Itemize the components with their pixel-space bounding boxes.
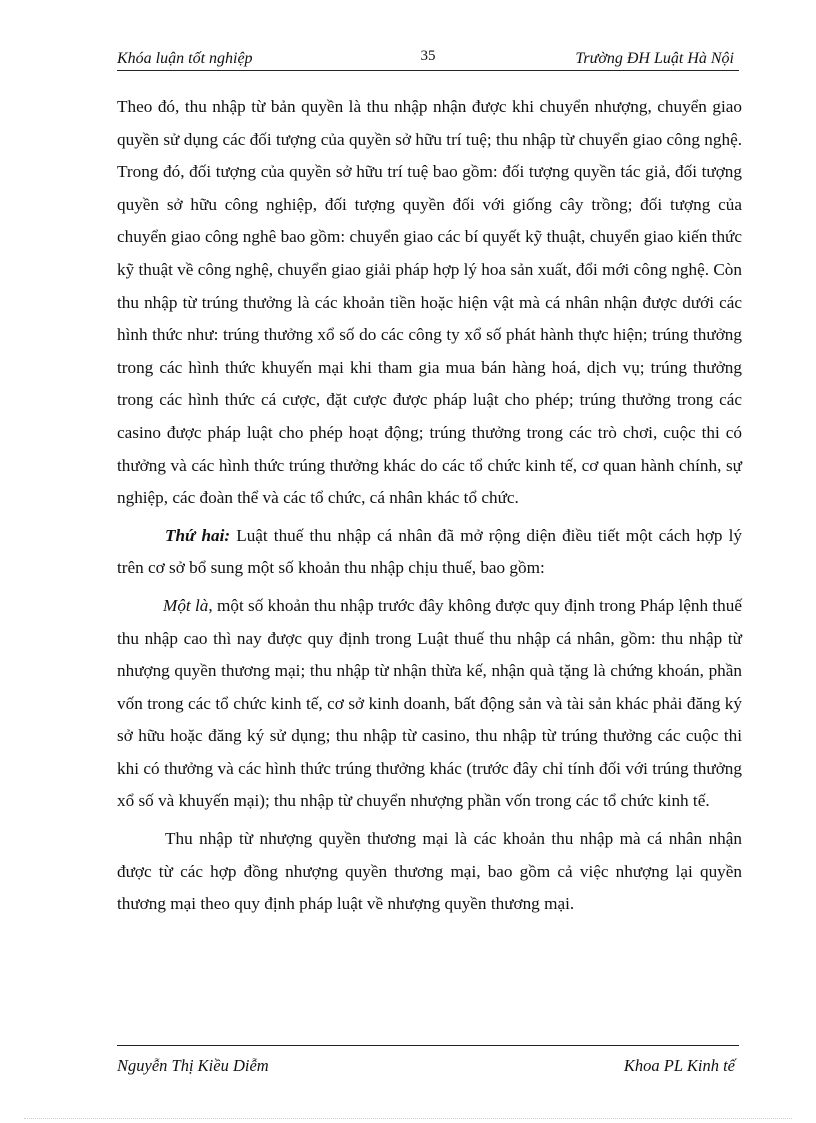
footer-faculty: Khoa PL Kinh tế <box>623 1056 735 1075</box>
second-point-text: Luật thuế thu nhập cá nhân đã mở rộng diện điều tiết một cách hợp lý trên cơ sở bổ sung một số khoản thu nhập chịu thuế, bao gồm: <box>117 525 742 578</box>
header-university: Trường ĐH Luật Hà Nội <box>575 50 734 67</box>
footer-author: Nguyễn Thị Kiều Diễm <box>117 1056 269 1075</box>
paragraph-second-point <box>117 520 742 585</box>
paragraph-first-item <box>117 590 742 818</box>
page-header <box>117 48 739 71</box>
page-bottom-divider <box>24 1118 792 1119</box>
second-point-lead: Thứ hai: <box>165 525 231 545</box>
header-thesis-label: Khóa luận tốt nghiệp <box>117 50 253 67</box>
first-item-text: , một số khoản thu nhập trước đây không được quy định trong Pháp lệnh thuế thu nhập cao thì nay được quy định trong Luật thuế thu nhập cá nhân, gồm: thu nhập từ nhượng quyền thương mại; thu nhập từ nhận thừa kế, nhận quà tặng là chứng khoán, phần vốn trong các tổ chức kinh tế, cơ sở kinh doanh, bất động sản và tài sản khác phải đăng ký sở hữu hoặc đăng ký sử dụng; thu nhập từ casino, thu nhập từ trúng thưởng các cuộc thi khi có thưởng và các hình thức trúng thưởng khác (trước đây chỉ tính đối với trúng thưởng xổ số và khuyến mại); thu nhập từ chuyển nhượng phần vốn trong các tổ chức kinh tế. <box>117 595 742 811</box>
paragraph-franchise-income: Thu nhập từ nhượng quyền thương mại là các khoản thu nhập mà cá nhân nhận được từ các hợp đồng nhượng quyền thương mại, bao gồm cả việc nhượng lại quyền thương mại theo quy định pháp luật về nhượng quyền thương mại. <box>117 829 742 914</box>
first-item-lead: Một là <box>163 595 209 615</box>
document-body <box>117 91 742 926</box>
paragraph-copyright-income: Theo đó, thu nhập từ bản quyền là thu nhập nhận được khi chuyển nhượng, chuyển giao quyền sử dụng các đối tượng của quyền sở hữu trí tuệ; thu nhập từ chuyển giao công nghệ. Trong đó, đối tượng của quyền sở hữu trí tuệ bao gồm: đối tượng quyền tác giả, đối tượng quyền sở hữu công nghiệp, đối tượng quyền đối với giống cây trồng; đối tượng của chuyển giao công nghê bao gồm: chuyển giao các bí quyết kỹ thuật, chuyển giao kiến thức kỹ thuật về công nghệ, chuyển giao giải pháp hợp lý hoa sản xuất, đổi mới công nghệ. Còn thu nhập từ trúng thưởng là các khoản tiền hoặc hiện vật mà cá nhân nhận được dưới các hình thức như: trúng thưởng xổ số do các công ty xổ số phát hành thực hiện; trúng thưởng trong các hình thức khuyến mại khi tham gia mua bán hàng hoá, dịch vụ; trúng thưởng trong các hình thức cá cược, đặt cược được pháp luật cho phép; trúng thưởng trong các casino được pháp luật cho phép hoạt động; trúng thưởng trong các trò chơi, cuộc thi có thưởng và các hình thức trúng thưởng khác do các tổ chức kinh tế, cơ quan hành chính, sự nghiệp, các đoàn thể và các tổ chức, cá nhân khác tổ chức. <box>117 97 742 508</box>
page-footer <box>117 1045 739 1074</box>
page-number: 35 <box>420 48 436 64</box>
